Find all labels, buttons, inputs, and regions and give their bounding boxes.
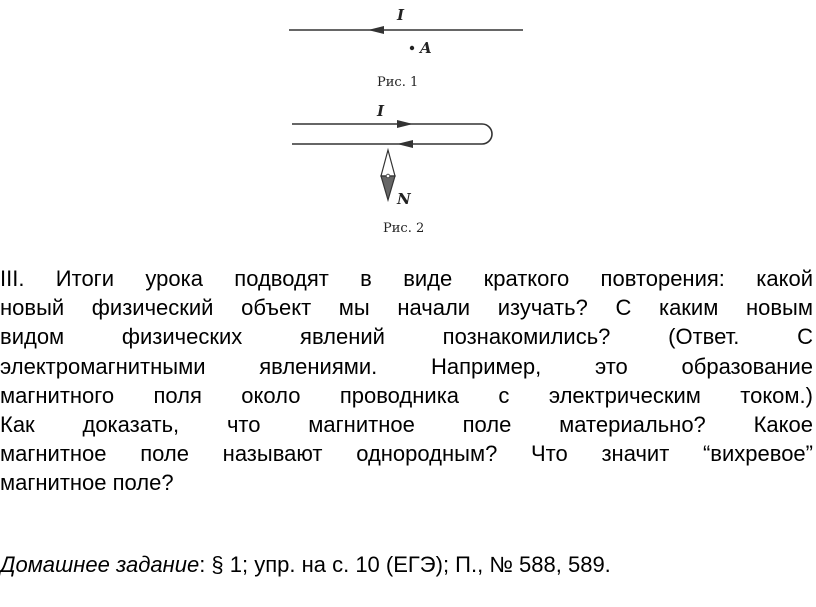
compass-pivot (386, 174, 390, 178)
loop-conductor (292, 124, 492, 144)
current-arrow (368, 26, 384, 34)
current-arrow-top (397, 120, 413, 128)
current-label: I (397, 6, 405, 24)
lesson-summary-paragraph (0, 264, 813, 498)
paragraph-line: магнитное поле называют однородным? Что значит “вихревое” (0, 441, 813, 467)
paragraph-line: видом физических явлений познакомились? (Ответ. С (0, 324, 813, 350)
paragraph-line: магнитного поля около проводника с электрическим током.) (0, 382, 813, 408)
homework-label: Домашнее задание (0, 552, 200, 577)
paragraph-line: новый физический объект мы начали изучать? С каким новым (0, 295, 813, 321)
current-label: I (377, 102, 385, 120)
compass-n-label: N (397, 190, 411, 208)
point-a-label: A (420, 39, 432, 57)
paragraph-line: магнитное поле? (0, 470, 174, 496)
point-a-dot (410, 46, 414, 50)
homework-text: : § 1; упр. на с. 10 (ЕГЭ); П., № 588, 589. (199, 552, 611, 577)
physics-figures (0, 0, 816, 250)
homework-line (0, 550, 611, 579)
figure-2-caption: Рис. 2 (383, 221, 425, 236)
compass-needle-south (381, 176, 395, 200)
paragraph-line: Как доказать, что магнитное поле материально? Какое (0, 412, 813, 438)
paragraph-line: III. Итоги урока подводят в виде краткого повторения: какой (0, 266, 813, 291)
compass-needle-north (381, 150, 395, 176)
figure-2 (292, 102, 492, 236)
figure-1-caption: Рис. 1 (377, 75, 419, 90)
figure-1 (289, 6, 523, 90)
current-arrow-bottom (397, 140, 413, 148)
paragraph-line: электромагнитными явлениями. Например, это образование (0, 353, 813, 379)
